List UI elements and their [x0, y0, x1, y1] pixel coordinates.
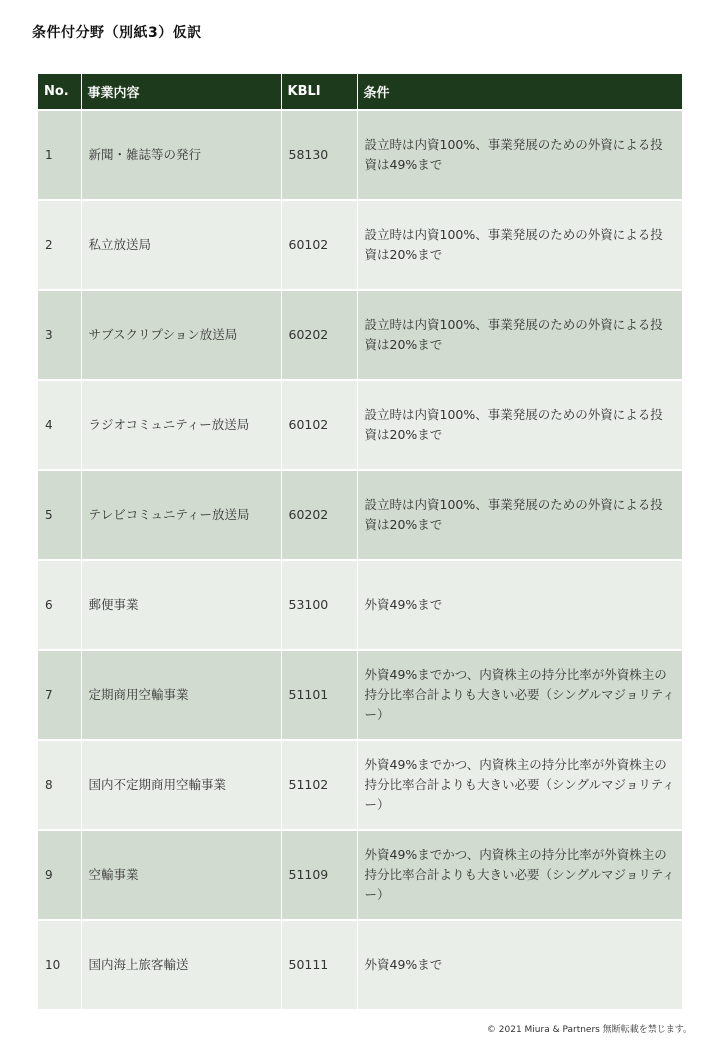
copyright-notice: © 2021 Miura & Partners 無断転載を禁じます。: [486, 1025, 692, 1035]
cell-condition: 外資49%まで: [357, 920, 682, 1010]
table-row: [38, 830, 682, 920]
table-row: [38, 920, 682, 1010]
cell-business: サブスクリプション放送局: [81, 290, 281, 380]
cell-kbli: 50111: [281, 920, 357, 1010]
cell-condition: 設立時は内資100%、事業発展のための外資による投資は20%まで: [357, 200, 682, 290]
page-title: 条件付分野（別紙3）仮訳: [32, 25, 202, 41]
cell-business: テレビコミュニティー放送局: [81, 470, 281, 560]
cell-business: 空輸事業: [81, 830, 281, 920]
cell-no: 3: [38, 290, 81, 380]
table-row: [38, 110, 682, 200]
header-condition: 条件: [357, 74, 682, 110]
cell-business: 郵便事業: [81, 560, 281, 650]
cell-business: ラジオコミュニティー放送局: [81, 380, 281, 470]
cell-no: 9: [38, 830, 81, 920]
cell-no: 6: [38, 560, 81, 650]
cell-no: 5: [38, 470, 81, 560]
cell-no: 4: [38, 380, 81, 470]
header-business: 事業内容: [81, 74, 281, 110]
cell-no: 7: [38, 650, 81, 740]
cell-no: 2: [38, 200, 81, 290]
cell-condition: 外資49%までかつ、内資株主の持分比率が外資株主の持分比率合計よりも大きい必要（シングルマジョリティー）: [357, 740, 682, 830]
cell-kbli: 51101: [281, 650, 357, 740]
cell-business: 国内海上旅客輸送: [81, 920, 281, 1010]
cell-condition: 外資49%までかつ、内資株主の持分比率が外資株主の持分比率合計よりも大きい必要（シングルマジョリティー）: [357, 830, 682, 920]
cell-no: 10: [38, 920, 81, 1010]
table-row: [38, 560, 682, 650]
cell-kbli: 51102: [281, 740, 357, 830]
cell-condition: 設立時は内資100%、事業発展のための外資による投資は20%まで: [357, 380, 682, 470]
cell-kbli: 58130: [281, 110, 357, 200]
cell-condition: 設立時は内資100%、事業発展のための外資による投資は20%まで: [357, 470, 682, 560]
cell-kbli: 60102: [281, 380, 357, 470]
cell-business: 私立放送局: [81, 200, 281, 290]
conditions-table: [38, 74, 682, 1011]
cell-business: 新聞・雑誌等の発行: [81, 110, 281, 200]
cell-kbli: 53100: [281, 560, 357, 650]
table-row: [38, 740, 682, 830]
cell-condition: 外資49%までかつ、内資株主の持分比率が外資株主の持分比率合計よりも大きい必要（シングルマジョリティー）: [357, 650, 682, 740]
cell-kbli: 60202: [281, 290, 357, 380]
cell-condition: 設立時は内資100%、事業発展のための外資による投資は20%まで: [357, 290, 682, 380]
cell-no: 8: [38, 740, 81, 830]
header-no: No.: [38, 74, 81, 110]
header-kbli: KBLI: [281, 74, 357, 110]
cell-no: 1: [38, 110, 81, 200]
cell-kbli: 60102: [281, 200, 357, 290]
table-row: [38, 470, 682, 560]
cell-condition: 設立時は内資100%、事業発展のための外資による投資は49%まで: [357, 110, 682, 200]
table-row: [38, 380, 682, 470]
cell-business: 国内不定期商用空輸事業: [81, 740, 281, 830]
table-row: [38, 650, 682, 740]
cell-kbli: 60202: [281, 470, 357, 560]
table-row: [38, 200, 682, 290]
cell-condition: 外資49%まで: [357, 560, 682, 650]
cell-kbli: 51109: [281, 830, 357, 920]
table-header-row: [38, 74, 682, 110]
cell-business: 定期商用空輸事業: [81, 650, 281, 740]
table-row: [38, 290, 682, 380]
